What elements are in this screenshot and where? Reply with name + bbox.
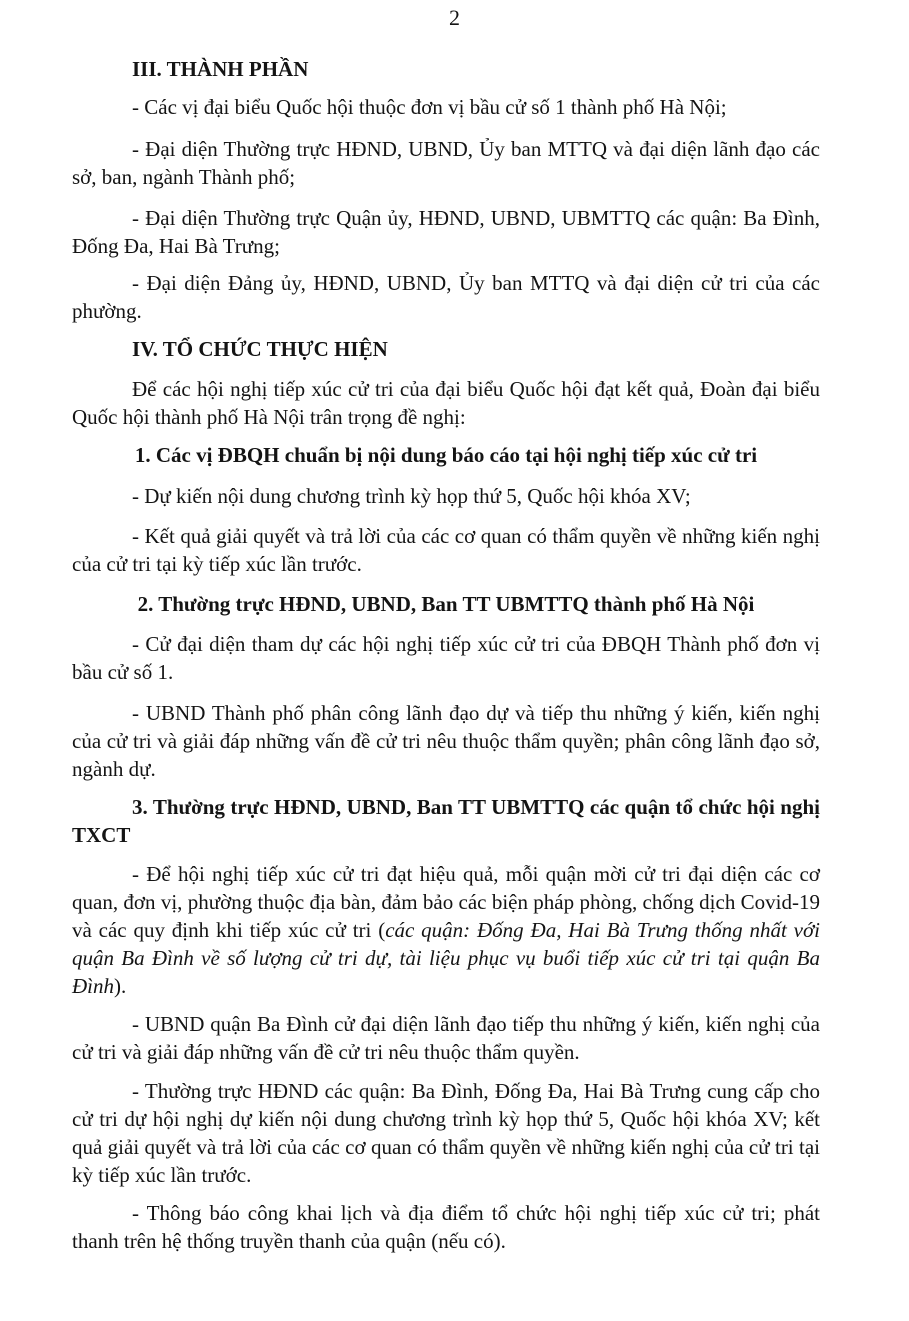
- subsection-3-item-3: - Thường trực HĐND các quận: Ba Đình, Đống Đa, Hai Bà Trưng cung cấp cho cử tri dự hội nghị dự kiến nội dung chương trình kỳ họp thứ 5, Quốc hội khóa XV; kết quả giải quyết và trả lời của các cơ quan có thẩm quyền về những kiến nghị của cử tri tại kỳ tiếp xúc lần trước.: [72, 1079, 820, 1187]
- section-3-item-2: - Đại diện Thường trực HĐND, UBND, Ủy ban MTTQ và đại diện lãnh đạo các sở, ban, ngành Thành phố;: [72, 137, 820, 189]
- subsection-3-item-2: - UBND quận Ba Đình cử đại diện lãnh đạo tiếp thu những ý kiến, kiến nghị của cử tri và giải đáp những vấn đề cử tri nêu thuộc thẩm quyền.: [72, 1012, 820, 1064]
- subsection-2-heading: 2. Thường trực HĐND, UBND, Ban TT UBMTTQ thành phố Hà Nội: [137, 592, 755, 616]
- subsection-3-item-4: - Thông báo công khai lịch và địa điểm tổ chức hội nghị tiếp xúc cử tri; phát thanh trên hệ thống truyền thanh của quận (nếu có).: [72, 1201, 820, 1253]
- section-3-item-3: - Đại diện Thường trực Quận ủy, HĐND, UBND, UBMTTQ các quận: Ba Đình, Đống Đa, Hai Bà Trưng;: [72, 206, 820, 258]
- section-4-heading: IV. TỔ CHỨC THỰC HIỆN: [132, 337, 388, 361]
- subsection-1-heading: 1. Các vị ĐBQH chuẩn bị nội dung báo cáo tại hội nghị tiếp xúc cử tri: [134, 443, 758, 467]
- subsection-3-item-1-italic-note: các quận: Đống Đa, Hai Bà Trưng thống nhất với quận Ba Đình về số lượng cử tri dự, tài liệu phục vụ buổi tiếp xúc cử tri tại quận Ba Đình: [72, 918, 820, 998]
- subsection-1-item-1: - Dự kiến nội dung chương trình kỳ họp thứ 5, Quốc hội khóa XV;: [132, 484, 691, 508]
- subsection-3-heading: 3. Thường trực HĐND, UBND, Ban TT UBMTTQ các quận tổ chức hội nghị TXCT: [72, 795, 820, 847]
- subsection-3-item-1-text: - Để hội nghị tiếp xúc cử tri đạt hiệu quả, mỗi quận mời cử tri đại diện các cơ quan, đơn vị, phường thuộc địa bàn, đảm bảo các biện pháp phòng, chống dịch Covid-19 và các quy định khi tiếp xúc cử tri (: [72, 862, 820, 942]
- section-3-item-4: - Đại diện Đảng ủy, HĐND, UBND, Ủy ban MTTQ và đại diện cử tri của các phường.: [72, 271, 820, 323]
- section-4-intro: Để các hội nghị tiếp xúc cử tri của đại biểu Quốc hội đạt kết quả, Đoàn đại biểu Quốc hội thành phố Hà Nội trân trọng đề nghị:: [72, 377, 820, 429]
- section-3-item-1: - Các vị đại biểu Quốc hội thuộc đơn vị bầu cử số 1 thành phố Hà Nội;: [132, 95, 727, 119]
- subsection-3-item-1-end: ).: [114, 974, 127, 998]
- subsection-2-item-1: - Cử đại diện tham dự các hội nghị tiếp xúc cử tri của ĐBQH Thành phố đơn vị bầu cử số 1.: [72, 632, 820, 684]
- subsection-1-item-2: - Kết quả giải quyết và trả lời của các cơ quan có thẩm quyền về những kiến nghị của cử tri tại kỳ tiếp xúc lần trước.: [72, 524, 820, 576]
- section-3-heading: III. THÀNH PHẦN: [132, 57, 309, 81]
- subsection-2-item-2: - UBND Thành phố phân công lãnh đạo dự và tiếp thu những ý kiến, kiến nghị của cử tri và giải đáp những vấn đề cử tri nêu thuộc thẩm quyền; phân công lãnh đạo sở, ngành dự.: [72, 701, 820, 781]
- page-number: 2: [449, 5, 460, 30]
- subsection-3-item-1: [72, 860, 820, 1000]
